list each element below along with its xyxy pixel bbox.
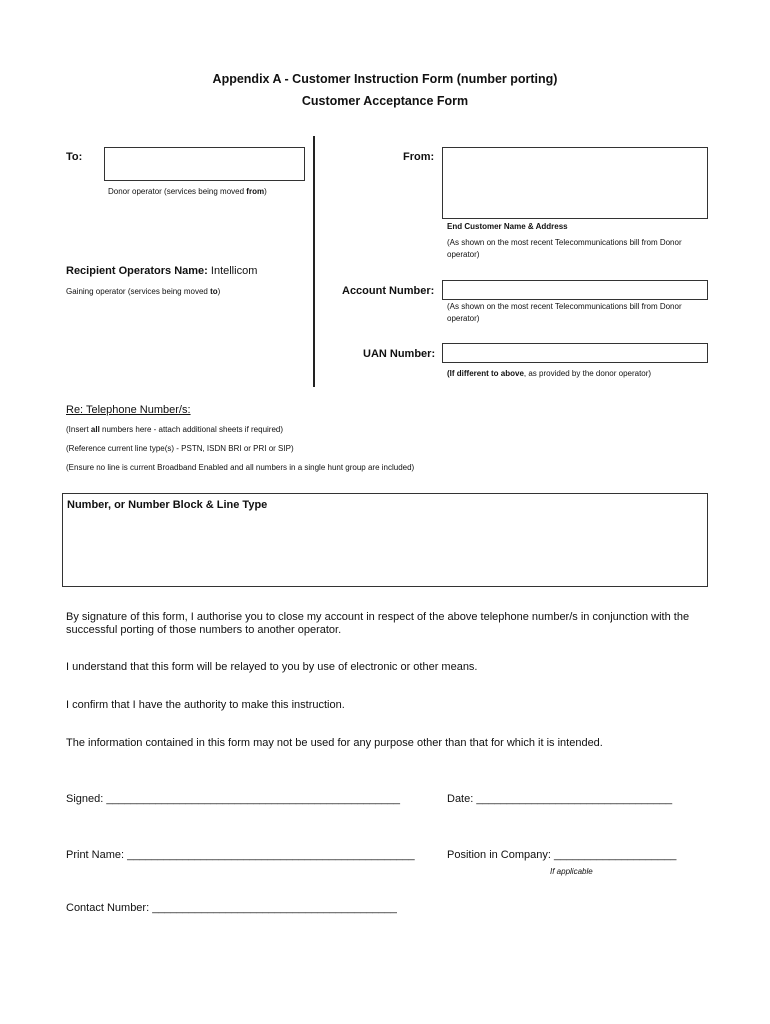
uan-label: UAN Number: [363,348,436,360]
contact-number-line[interactable]: Contact Number: ________________________________________ [66,902,397,914]
telephone-note-1 [66,424,283,436]
print-name-line[interactable]: Print Name: _______________________________________________ [66,849,415,861]
from-field[interactable] [442,147,708,219]
recipient-note-bold: to [210,287,218,296]
signed-line[interactable]: Signed: ________________________________________________ [66,793,401,805]
recipient-line [66,265,257,277]
to-label: To: [66,151,83,163]
from-caption: End Customer Name & Address [447,222,568,231]
telephone-heading: Re: Telephone Number/s: [66,404,191,416]
uan-note-rest: , as provided by the donor operator) [523,369,652,378]
statement-authority: I confirm that I have the authority to make this instruction. [66,699,345,711]
statement-relayed: I understand that this form will be relayed to you by use of electronic or other means. [66,661,478,673]
telephone-note1-prefix: (Insert [66,425,91,434]
telephone-note1-bold: all [90,425,100,434]
position-line[interactable]: Position in Company: ____________________ [447,849,677,861]
statement-information: The information contained in this form may not be used for any purpose other than that for which it is intended. [66,737,603,749]
position-note: If applicable [550,867,593,876]
from-label: From: [403,151,435,163]
recipient-note [66,286,220,298]
to-note-prefix: Donor operator (services being moved [108,187,247,196]
statement-authorise: By signature of this form, I authorise you to close my account in respect of the above telephone number/s in conjunction with the successful porting of those numbers to another operator. [66,611,690,636]
uan-note-bold: (If different to above [447,369,524,378]
recipient-note-suffix: ) [217,287,221,296]
uan-note [447,368,651,380]
telephone-note-3: (Ensure no line is current Broadband Enabled and all numbers in a single hunt group are included) [66,463,415,472]
to-field[interactable] [104,147,305,181]
date-line[interactable]: Date: ________________________________ [447,793,673,805]
column-divider [313,136,315,387]
number-block-field[interactable] [62,493,708,587]
to-note [108,186,267,198]
number-block-label: Number, or Number Block & Line Type [67,499,268,511]
from-note: (As shown on the most recent Telecommunications bill from Donor operator) [447,238,682,259]
form-title: Appendix A - Customer Instruction Form (number porting) [212,72,558,86]
to-note-suffix: ) [264,187,267,196]
account-label: Account Number: [342,285,435,297]
account-note: (As shown on the most recent Telecommunications bill from Donor operator) [447,302,682,323]
account-number-field[interactable] [442,280,708,300]
telephone-note1-suffix: numbers here - attach additional sheets if required) [99,425,284,434]
uan-number-field[interactable] [442,343,708,363]
recipient-note-prefix: Gaining operator (services being moved [66,287,211,296]
recipient-value: Intellicom [210,265,258,277]
recipient-label: Recipient Operators Name: [66,265,208,277]
form-subtitle: Customer Acceptance Form [301,94,469,108]
telephone-note-2: (Reference current line type(s) - PSTN, ISDN BRI or PRI or SIP) [66,444,294,453]
to-note-bold: from [246,187,265,196]
